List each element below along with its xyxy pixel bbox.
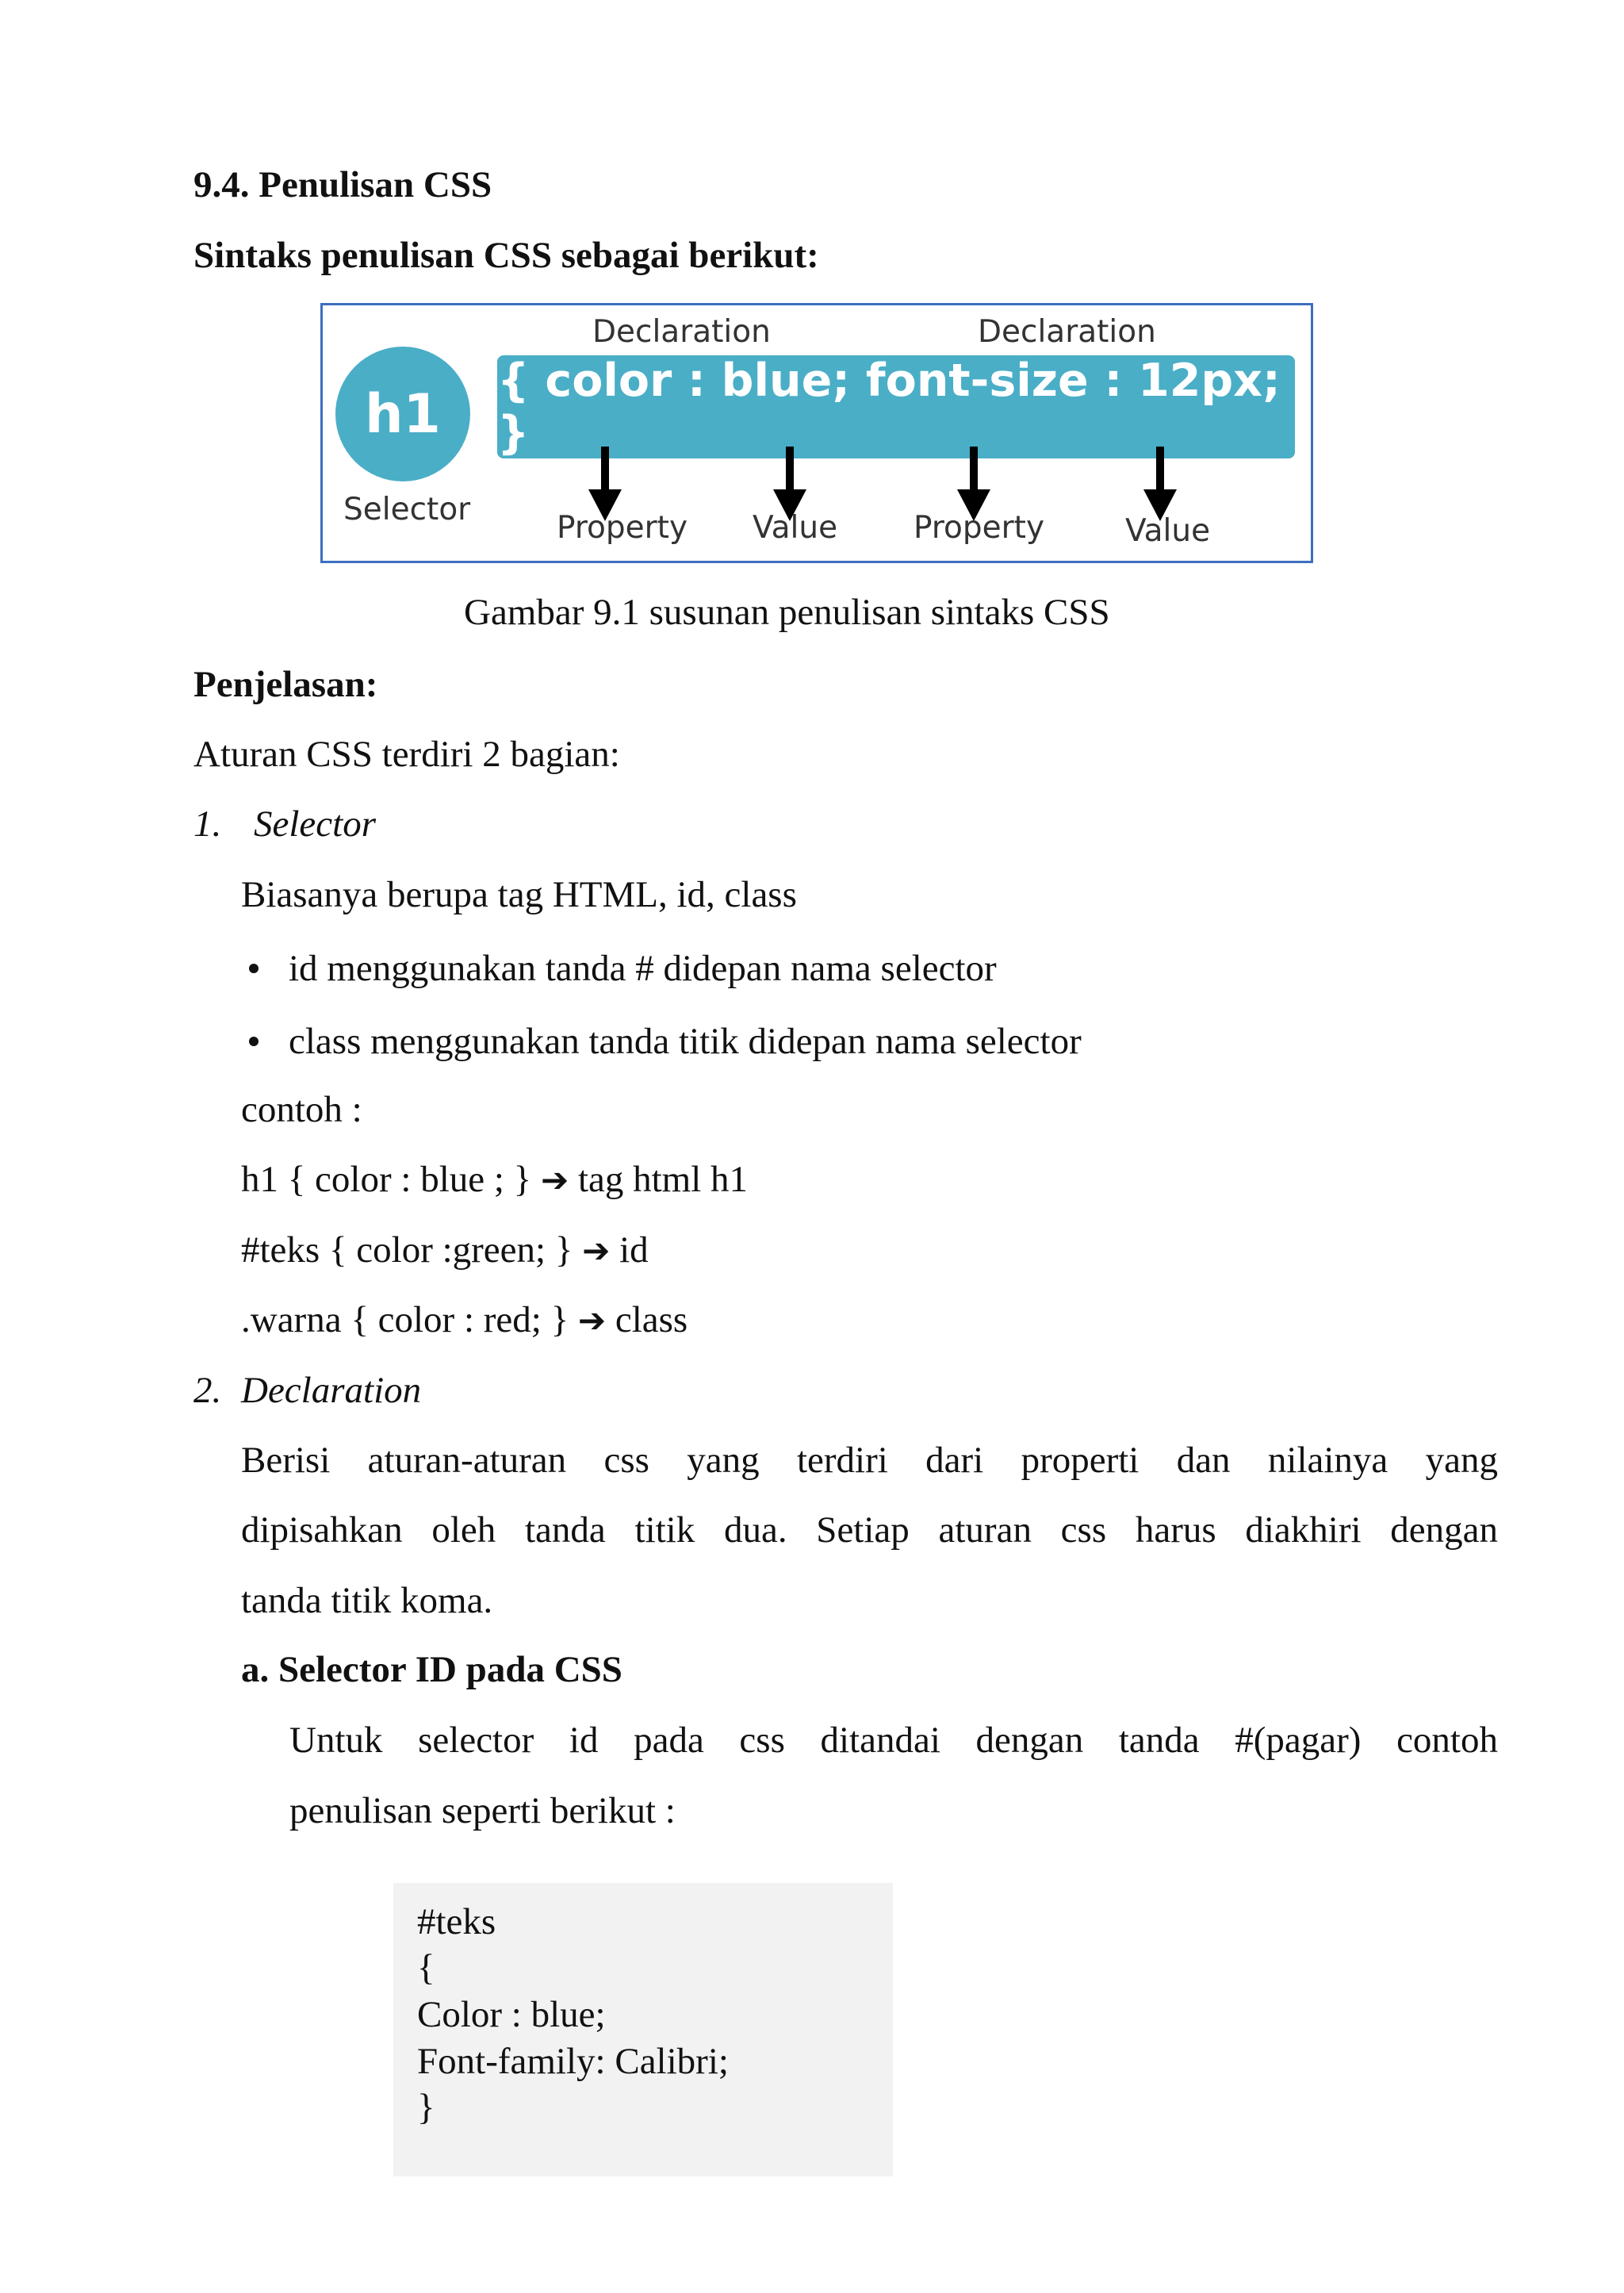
item1-desc: Biasanya berupa tag HTML, id, class [241, 874, 797, 915]
down-arrow-icon [1143, 447, 1177, 521]
value-label-1: Value [753, 510, 838, 546]
sub-a-line: Untuk selector id pada css ditandai dengan tanda #(pagar) contoh [289, 1720, 1498, 1761]
item2-line: tanda titik koma. [241, 1580, 493, 1621]
explanation-heading: Penjelasan: [193, 664, 378, 705]
bullet-icon [249, 1037, 259, 1046]
bullet-icon [249, 964, 259, 973]
syntax-intro: Sintaks penulisan CSS sebagai berikut: [193, 235, 819, 276]
code-line: { [417, 1947, 435, 1988]
example-result: class [615, 1299, 688, 1340]
code-block [393, 1883, 893, 2176]
property-label-2: Property [914, 510, 1045, 546]
sub-a-heading: a. Selector ID pada CSS [241, 1649, 622, 1690]
declaration-label-1: Declaration [592, 314, 771, 350]
declaration-bar: { color : blue; font-size : 12px; } [497, 355, 1295, 458]
item2-line: Berisi aturan-aturan css yang terdiri dari properti dan nilainya yang [241, 1440, 1498, 1481]
property-label-1: Property [557, 510, 688, 546]
code-line: #teks [417, 1901, 496, 1942]
bullet-item: id menggunakan tanda # didepan nama selector [289, 948, 997, 989]
item1-title: Selector [254, 803, 376, 845]
selector-label: Selector [343, 492, 471, 527]
right-arrow-icon: ➔ [577, 1301, 607, 1340]
css-syntax-figure [320, 303, 1313, 563]
item2-line: dipisahkan oleh tanda titik dua. Setiap aturan css harus diakhiri dengan [241, 1509, 1498, 1551]
code-line: } [417, 2087, 435, 2128]
example-line [241, 1156, 748, 1204]
example-line [241, 1296, 688, 1344]
sub-a-line: penulisan seperti berikut : [289, 1790, 676, 1831]
code-line: Font-family: Calibri; [417, 2041, 729, 2082]
value-label-2: Value [1125, 513, 1211, 549]
declaration-label-2: Declaration [978, 314, 1156, 350]
rules-intro: Aturan CSS terdiri 2 bagian: [193, 734, 620, 775]
example-code: .warna { color : red; } [241, 1299, 569, 1340]
example-result: tag html h1 [577, 1159, 749, 1200]
section-heading: 9.4. Penulisan CSS [193, 164, 492, 205]
selector-circle: h1 [335, 347, 470, 481]
example-result: id [619, 1229, 649, 1271]
code-line: Color : blue; [417, 1994, 606, 2035]
bullet-item: class menggunakan tanda titik didepan nama selector [289, 1021, 1082, 1062]
figure-caption: Gambar 9.1 susunan penulisan sintaks CSS [464, 592, 1110, 633]
example-code: h1 { color : blue ; } [241, 1159, 532, 1200]
item2-number: 2. [193, 1370, 222, 1411]
right-arrow-icon: ➔ [540, 1160, 569, 1199]
right-arrow-icon: ➔ [582, 1231, 611, 1270]
item1-number: 1. [193, 803, 222, 845]
example-label: contoh : [241, 1089, 362, 1130]
example-code: #teks { color :green; } [241, 1229, 573, 1271]
example-line [241, 1226, 649, 1275]
item2-title: Declaration [241, 1370, 422, 1411]
